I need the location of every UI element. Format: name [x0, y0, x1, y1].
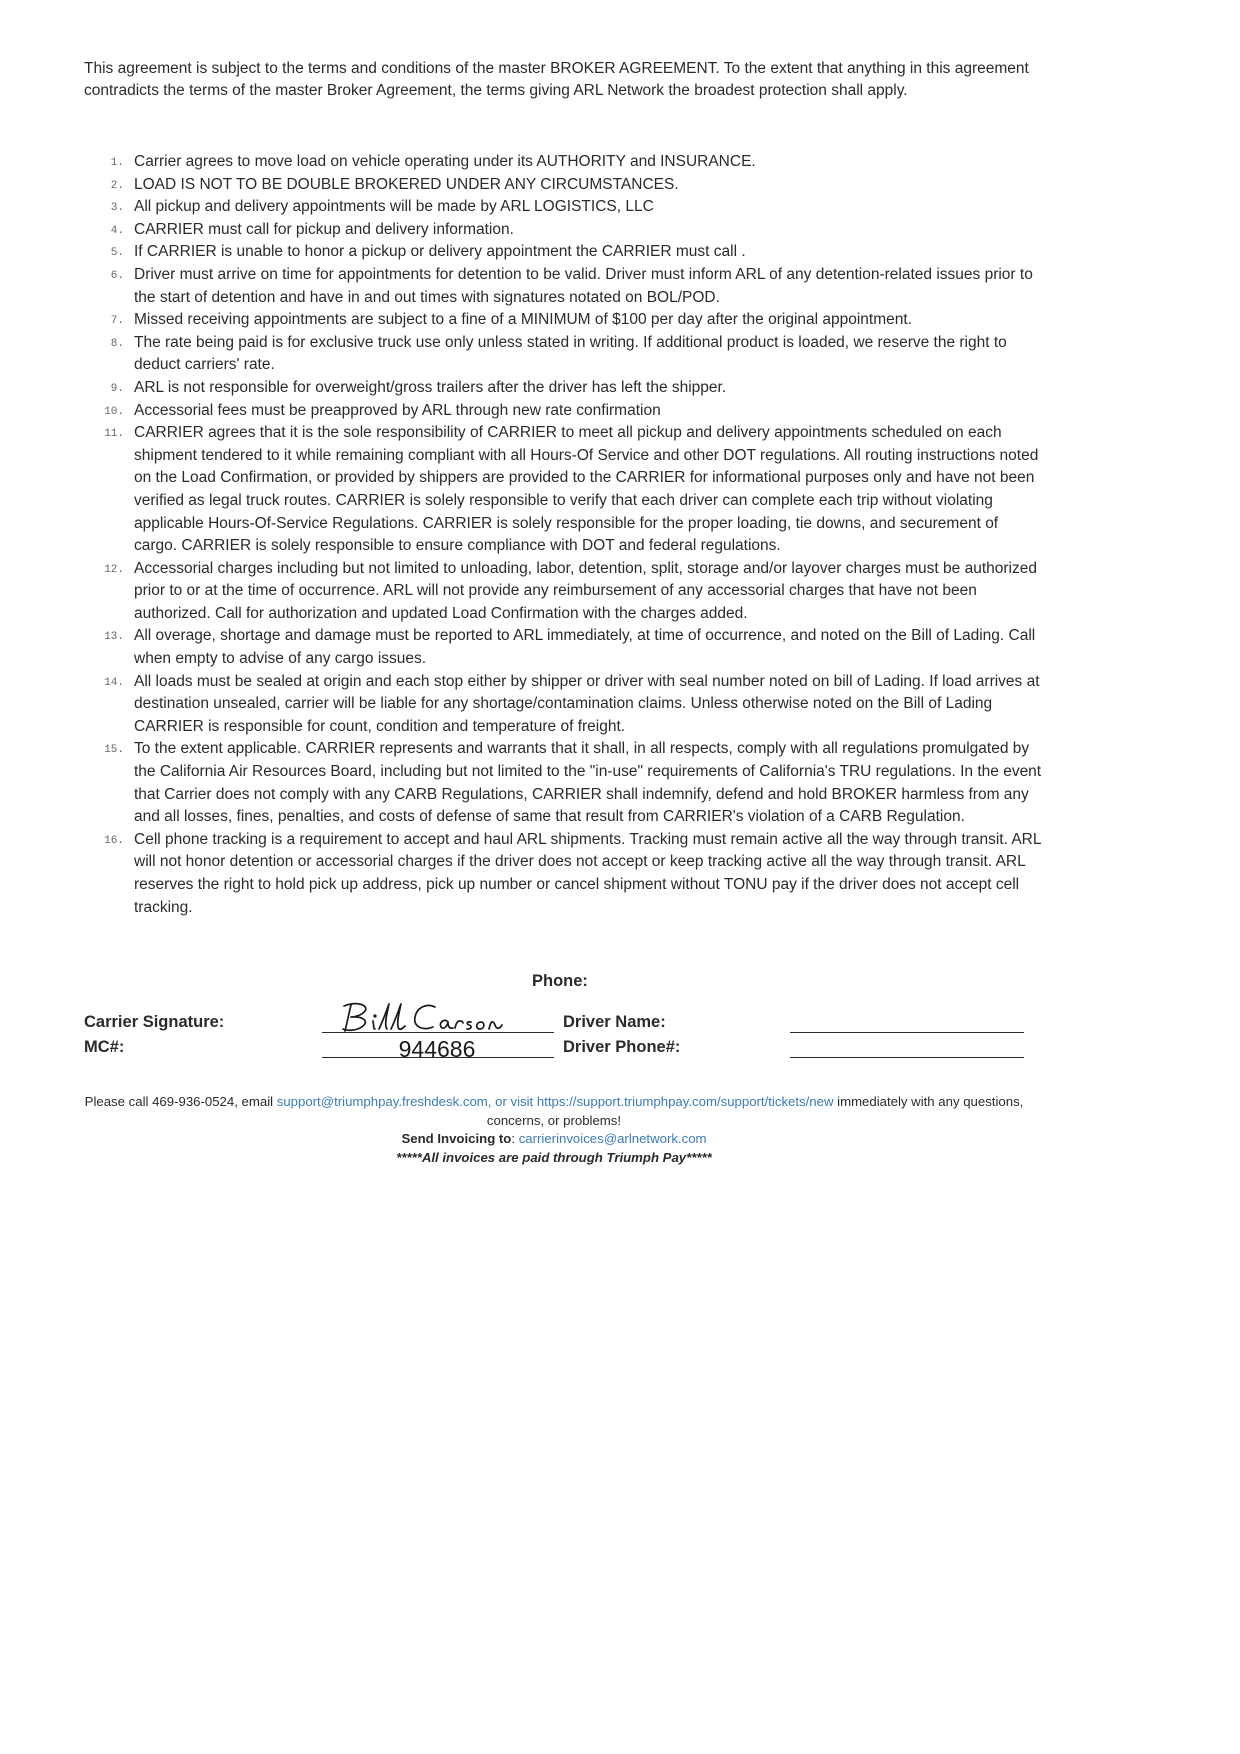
- term-item: [84, 174, 1044, 197]
- driver-name-label: Driver Name:: [563, 1013, 666, 1031]
- term-number: 10.: [104, 405, 124, 418]
- driver-phone-label: Driver Phone#:: [563, 1038, 681, 1056]
- term-item: [84, 151, 1044, 174]
- term-text: CARRIER agrees that it is the sole responsibility of CARRIER to meet all pickup and delivery appointments scheduled on each shipment tendered to it while remaining compliant with all Hours-Of Service and other DOT regulations. All routing instructions noted on the Load Confirmation, or provided by shippers are provided to the CARRIER for informational purposes only and have not been verified as legal truck routes. CARRIER is solely responsible to verify that each driver can complete each trip without violating applicable Hours-Of-Service Regulations. CARRIER is solely responsible for the proper loading, tie downs, and securement of cargo. CARRIER is solely responsible to ensure compliance with DOT and federal regulations.: [134, 424, 1039, 555]
- support-url-link[interactable]: https://support.triumphpay.com/support/tickets/new: [536, 1094, 834, 1109]
- phone-label: Phone:: [532, 972, 588, 990]
- term-number: 12.: [104, 563, 124, 576]
- term-number: 15.: [104, 744, 124, 757]
- term-number: 7.: [110, 315, 124, 328]
- term-item: [84, 309, 1044, 332]
- agreement-intro: This agreement is subject to the terms and conditions of the master BROKER AGREEMENT. To the extent that anything in this agreement contradicts the terms of the master Broker Agreement, the terms giving ARL Network the broadest protection shall apply.: [84, 60, 1029, 99]
- invoicing-colon: :: [511, 1131, 519, 1146]
- support-text-suffix: immediately with any questions, concerns, or problems!: [486, 1094, 1024, 1128]
- driver-phone-line[interactable]: [790, 1057, 1024, 1058]
- term-number: 3.: [110, 202, 124, 215]
- invoicing-email-link[interactable]: carrierinvoices@arlnetwork.com: [518, 1131, 707, 1146]
- support-text: Please call 469-936-0524, email: [84, 1094, 277, 1109]
- driver-name-line[interactable]: [790, 1032, 1024, 1033]
- carrier-signature-label: Carrier Signature:: [84, 1013, 225, 1031]
- term-item: [84, 738, 1044, 828]
- term-item: [84, 625, 1044, 670]
- term-number: 9.: [110, 382, 124, 395]
- term-item: [84, 219, 1044, 242]
- term-number: 6.: [110, 269, 124, 282]
- term-text: Accessorial charges including but not limited to unloading, labor, detention, split, storage and/or layover charges must be authorized prior to or at the time of occurrence. ARL will not provide any reimbursement of any accessorial charges that have not been authorized. Call for authorization and updated Load Confirmation with the charges added.: [134, 559, 1037, 622]
- term-text: ARL is not responsible for overweight/gross trailers after the driver has left the shipper.: [134, 378, 727, 396]
- term-item: [84, 264, 1044, 309]
- term-item: [84, 241, 1044, 264]
- support-contact-line: [84, 1093, 1024, 1130]
- term-number: 8.: [110, 337, 124, 350]
- term-text: All overage, shortage and damage must be reported to ARL immediately, at time of occurrence, and noted on the Bill of Lading. Call when empty to advise of any cargo issues.: [134, 627, 1036, 668]
- term-text: All pickup and delivery appointments will be made by ARL LOGISTICS, LLC: [134, 198, 654, 216]
- term-number: 5.: [110, 247, 124, 260]
- footer: [84, 1093, 1024, 1167]
- carrier-signature-image: [335, 1001, 535, 1037]
- invoicing-line: [84, 1130, 1024, 1149]
- term-item: [84, 558, 1044, 626]
- term-number: 2.: [110, 179, 124, 192]
- term-text: LOAD IS NOT TO BE DOUBLE BROKERED UNDER ANY CIRCUMSTANCES.: [134, 175, 679, 193]
- term-text: If CARRIER is unable to honor a pickup or delivery appointment the CARRIER must call .: [134, 243, 746, 261]
- terms-list: [84, 151, 1044, 919]
- payment-note: *****All invoices are paid through Triumph Pay*****: [396, 1149, 712, 1165]
- term-number: 11.: [104, 428, 124, 441]
- term-number: 4.: [110, 224, 124, 237]
- term-number: 14.: [104, 676, 124, 689]
- term-text: All loads must be sealed at origin and each stop either by shipper or driver with seal number noted on bill of Lading. If load arrives at destination unsealed, carrier will be liable for any shortage/contamination claims. Unless otherwise noted on the Bill of Lading CARRIER is responsible for count, condition and temperature of freight.: [134, 672, 1040, 735]
- term-text: Missed receiving appointments are subject to a fine of a MINIMUM of $100 per day after the original appointment.: [134, 311, 912, 329]
- term-number: 1.: [110, 157, 124, 169]
- term-text: CARRIER must call for pickup and delivery information.: [134, 220, 514, 238]
- invoicing-label: Send Invoicing to: [401, 1131, 512, 1146]
- term-item: [84, 671, 1044, 739]
- term-item: [84, 422, 1044, 558]
- support-email-link[interactable]: support@triumphpay.freshdesk.com, or visit: [276, 1094, 537, 1109]
- term-number: 16.: [104, 834, 124, 847]
- term-text: Carrier agrees to move load on vehicle operating under its AUTHORITY and INSURANCE.: [134, 153, 756, 170]
- mc-label: MC#:: [84, 1038, 125, 1056]
- term-item: [84, 377, 1044, 400]
- term-text: The rate being paid is for exclusive truck use only unless stated in writing. If additional product is loaded, we reserve the right to deduct carriers' rate.: [134, 333, 1007, 374]
- term-text: To the extent applicable. CARRIER represents and warrants that it shall, in all respects, comply with all regulations promulgated by the California Air Resources Board, including but not limited to the "in-use" requirements of California's TRU regulations. In the event that Carrier does not comply with any CARB Regulations, CARRIER shall indemnify, defend and hold BROKER harmless from any and all losses, fines, penalties, and costs of defense of same that result from CARRIER's violation of a CARB Regulation.: [134, 740, 1042, 826]
- term-item: [84, 400, 1044, 423]
- term-item: [84, 196, 1044, 219]
- term-number: 13.: [104, 631, 124, 644]
- term-item: [84, 829, 1044, 919]
- term-text: Driver must arrive on time for appointments for detention to be valid. Driver must inform ARL of any detention-related issues prior to the start of detention and have in and out times with signatures notated on BOL/POD.: [134, 265, 1033, 306]
- mc-number-value: 944686: [398, 1036, 476, 1062]
- term-text: Accessorial fees must be preapproved by ARL through new rate confirmation: [134, 401, 661, 419]
- term-item: [84, 332, 1044, 377]
- term-text: Cell phone tracking is a requirement to accept and haul ARL shipments. Tracking must remain active all the way through transit. ARL will not honor detention or accessorial charges if the driver does not accept or keep tracking active all the way through transit. ARL reserves the right to hold pick up address, pick up number or cancel shipment without TONU pay if the driver does not accept cell tracking.: [134, 830, 1041, 916]
